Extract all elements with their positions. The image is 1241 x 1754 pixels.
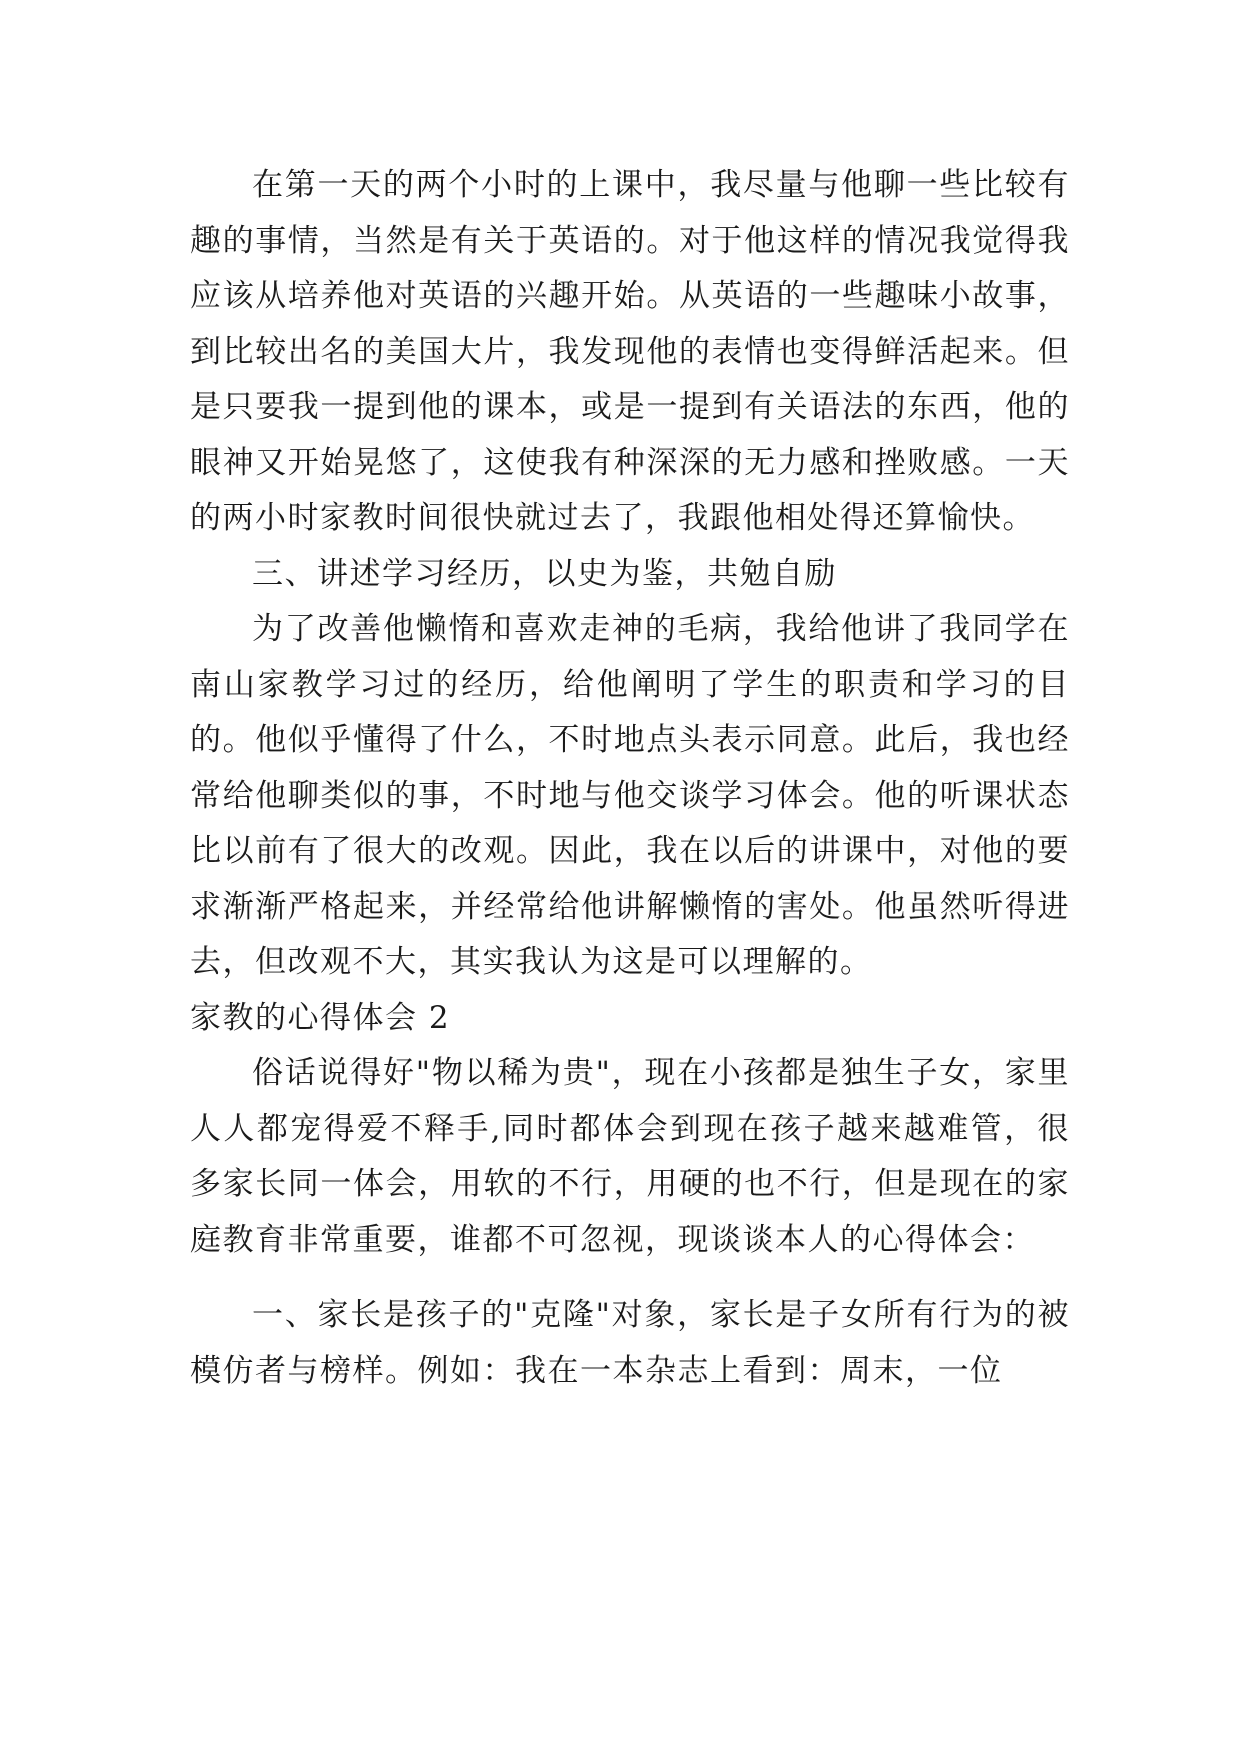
paragraph-proverb-intro: 俗话说得好"物以稀为贵"，现在小孩都是独生子女，家里人人都宠得爱不释手,同时都体会到现在孩子越来越难管，很多家长同一体会，用软的不行，用硬的也不行，但是现在的家庭教育非常重要，谁都不可忽视，现谈谈本人的心得体会： <box>190 1055 1070 1258</box>
paragraph-learning-experience: 为了改善他懒惰和喜欢走神的毛病，我给他讲了我同学在南山家教学习过的经历，给他阐明了学生的职责和学习的目的。他似乎懂得了什么，不时地点头表示同意。此后，我也经常给他聊类似的事，不时地与他交谈学习体会。他的听课状态比以前有了很大的改观。因此，我在以后的讲课中，对他的要求渐渐严格起来，并经常给他讲解懒惰的害处。他虽然听得进去，但改观不大，其实我认为这是可以理解的。 <box>190 611 1070 980</box>
document-body <box>190 158 1070 1399</box>
paragraph-tutoring-first-day: 在第一天的两个小时的上课中，我尽量与他聊一些比较有趣的事情，当然是有关于英语的。对于他这样的情况我觉得我应该从培养他对英语的兴趣开始。从英语的一些趣味小故事，到比较出名的美国大片，我发现他的表情也变得鲜活起来。但是只要我一提到他的课本，或是一提到有关语法的东西，他的眼神又开始晃悠了，这使我有种深深的无力感和挫败感。一天的两小时家教时间很快就过去了，我跟他相处得还算愉快。 <box>190 167 1070 536</box>
paragraph-parents-as-models: 一、家长是孩子的"克隆"对象，家长是子女所有行为的被模仿者与榜样。例如：我在一本杂志上看到：周末，一位 <box>190 1297 1070 1389</box>
section-heading-three: 三、讲述学习经历，以史为鉴，共勉自励 <box>252 555 837 592</box>
article-title-2: 家教的心得体会 2 <box>190 999 451 1036</box>
